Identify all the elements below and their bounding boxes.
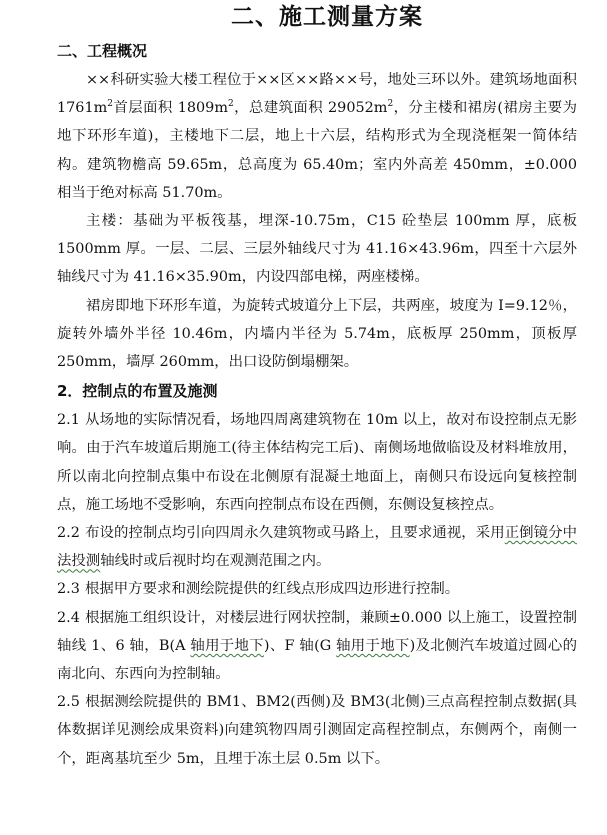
control-item-2-1 bbox=[57, 406, 577, 519]
grammar-marked-text: 轴用于地下 bbox=[336, 637, 410, 654]
control-item-2-4 bbox=[57, 604, 577, 689]
item-number: 2.2 bbox=[57, 525, 80, 542]
page-title: 二、施工测量方案 bbox=[231, 3, 423, 30]
item-text-c: )及北侧汽车坡道过圆心的南北向、东西向为控制轴。 bbox=[57, 637, 577, 683]
superscript-2: 2 bbox=[107, 99, 114, 110]
grammar-marked-text: 正倒镜分中法投测 bbox=[57, 525, 577, 570]
item-text-b: )、F 轴(G bbox=[263, 637, 337, 654]
control-item-2-2 bbox=[57, 519, 577, 575]
item-number: 2.3 bbox=[57, 581, 80, 598]
overview-text-c: ，总建筑面积 29052m bbox=[233, 100, 388, 117]
superscript-2: 2 bbox=[387, 99, 394, 110]
item-text: 根据甲方要求和测绘院提供的红线点形成四边形进行控制。 bbox=[85, 581, 460, 598]
item-number: 2.5 bbox=[57, 694, 80, 711]
item-text-b: 轴线时或后视时均在观测范围之内。 bbox=[100, 553, 331, 570]
control-item-2-3 bbox=[57, 575, 577, 603]
item-text-a: 布设的控制点均引向四周永久建筑物或马路上，且要求通视，采用 bbox=[85, 525, 505, 542]
control-item-2-5 bbox=[57, 688, 577, 773]
annex-paragraph: 裙房即地下环形车道，为旋转式坡道分上下层，共两座，坡度为 I=9.12％，旋转外墙外半径 10.46m，内墙内半径为 5.74m，底板厚 250mm，顶板厚 250mm，墙厚 260mm，出口设防倒塌棚架。 bbox=[57, 297, 577, 371]
superscript-2: 2 bbox=[227, 99, 234, 110]
item-number: 2.4 bbox=[57, 609, 80, 626]
overview-text-d: ，分主楼和裙房(裙房主要为地下环形车道)，主楼地下二层，地上十六层，结构形式为全现浇框架一简体结构。建筑物檐高 59.65m，总高度为 65.40m；室内外高差 450mm，±0.000 相当于绝对标高 51.70m。 bbox=[57, 100, 578, 201]
section-heading-control-points: 2．控制点的布置及施测 bbox=[57, 382, 218, 401]
grammar-marked-text: 轴用于地下 bbox=[190, 637, 264, 654]
item-text: 从场地的实际情况看，场地四周离建筑物在 10m 以上，故对布设控制点无影响。由于汽车坡道后期施工(待主体结构完工后)、南侧场地做临设及材料堆放用，所以南北向控制点集中布设在北侧原有混凝土地面上，南侧只布设远向复核控制点，施工场地不受影响，东西向控制点布设在西侧，东侧设复核控点。 bbox=[57, 412, 577, 513]
main-building-paragraph: 主楼：基础为平板筏基，埋深-10.75m，C15 砼垫层 100mm 厚，底板 1500mm 厚。一层、二层、三层外轴线尺寸为 41.16×43.96m，四至十六层外轴线尺寸为 41.16×35.90m，内设四部电梯，两座楼梯。 bbox=[57, 213, 577, 286]
item-text-a: 根据施工组织设计，对楼层进行网状控制，兼顾±0.000 以上施工，设置控制轴线 1、6 轴，B(A bbox=[57, 609, 577, 654]
section-heading-overview: 二、工程概况 bbox=[57, 42, 148, 60]
overview-text-a: ××科研实验大楼工程位于××区××路××号，地处三环以外。建筑场地面积 1761m bbox=[57, 72, 577, 117]
overview-text-b: 首层面积 1809m bbox=[113, 100, 228, 117]
item-text: 根据测绘院提供的 BM1、BM2(西侧)及 BM3(北侧)三点高程控制点数据(具体数据详见测绘成果资料)向建筑物四周引测固定高程控制点，东侧两个，南侧一个，距离基坑至少 5m，且埋于冻土层 0.5m 以下。 bbox=[57, 694, 577, 767]
item-number: 2.1 bbox=[57, 412, 80, 429]
overview-paragraph-1 bbox=[57, 66, 577, 207]
